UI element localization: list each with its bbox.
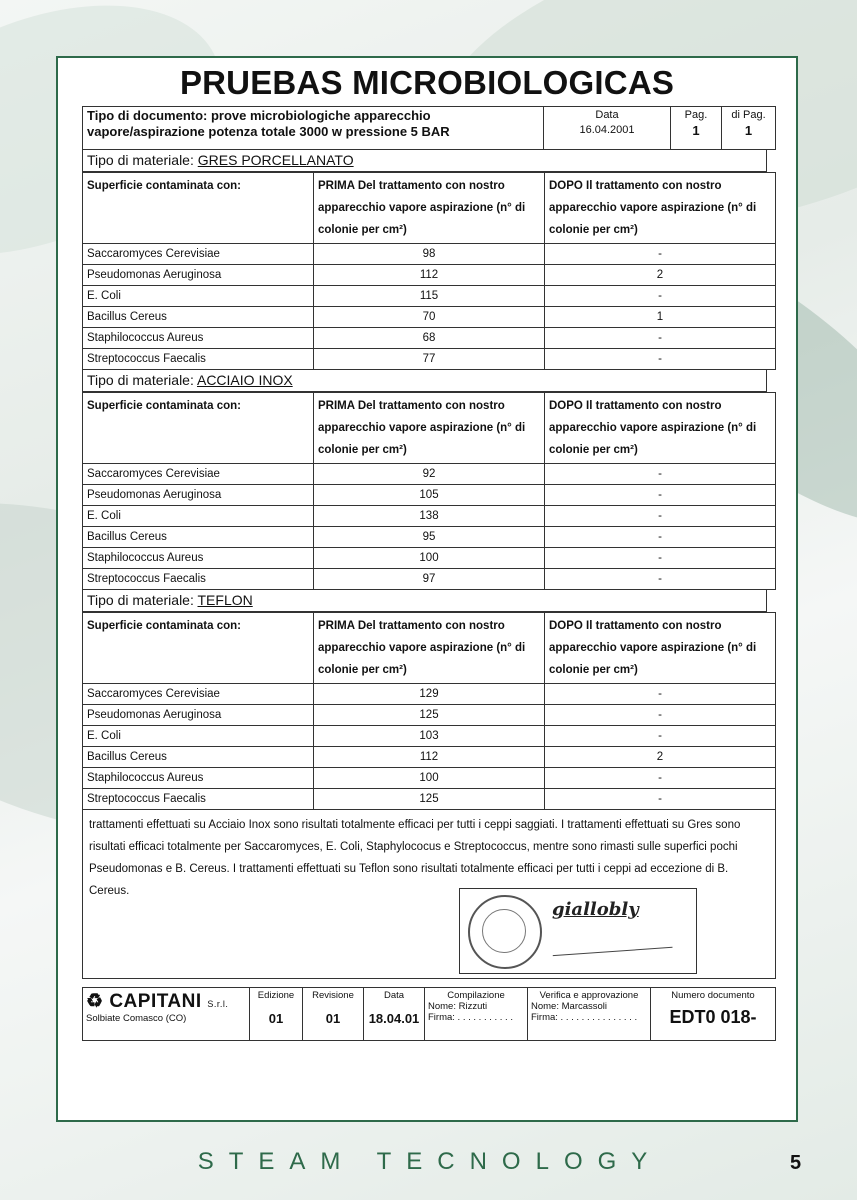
document-frame [56, 56, 798, 1122]
table-row [83, 569, 776, 590]
document-footer [82, 987, 776, 1041]
material-name: TEFLON [197, 592, 253, 608]
count-before-cell: 100 [314, 768, 545, 789]
column-header-surface: Superficie contaminata con: [83, 613, 314, 684]
count-before-cell: 68 [314, 328, 545, 349]
material-type-row [82, 150, 767, 172]
footer-tagline: STEAM TECNOLOGY [197, 1148, 663, 1175]
count-after-cell: - [545, 705, 776, 726]
material-type-row [82, 370, 767, 392]
count-before-cell: 129 [314, 684, 545, 705]
handwritten-signature [551, 929, 672, 956]
count-after-cell: - [545, 244, 776, 265]
count-after-cell: - [545, 485, 776, 506]
report-header [82, 106, 776, 150]
table-row [83, 286, 776, 307]
organism-cell: Pseudomonas Aeruginosa [83, 485, 314, 506]
organism-cell: Saccaromyces Cerevisiae [83, 684, 314, 705]
organism-cell: Staphilococcus Aureus [83, 548, 314, 569]
approval-sign: Firma: . . . . . . . . . . . . . . . [531, 1012, 638, 1023]
column-header-before: PRIMA Del trattamento con nostro apparecchio vapore aspirazione (n° di colonie per cm²) [314, 613, 545, 684]
document-type-value: prove microbiologiche apparecchio vapore/aspirazione potenza totale 3000 w pressione 5 BAR [87, 108, 450, 139]
organism-cell: Pseudomonas Aeruginosa [83, 265, 314, 286]
organism-cell: Bacillus Cereus [83, 307, 314, 328]
count-after-cell: - [545, 789, 776, 810]
revision-label: Revisione [312, 990, 354, 1001]
column-header-after: DOPO Il trattamento con nostro apparecchio vapore aspirazione (n° di colonie per cm²) [545, 393, 776, 464]
organism-cell: Pseudomonas Aeruginosa [83, 705, 314, 726]
table-row [83, 789, 776, 810]
compilation-cell [425, 988, 528, 1041]
edition-value: 01 [268, 1011, 284, 1026]
conclusion-box [82, 810, 776, 979]
count-before-cell: 100 [314, 548, 545, 569]
count-before-cell: 70 [314, 307, 545, 328]
results-table [82, 612, 776, 810]
document-type-label: Tipo di documento: [87, 108, 208, 123]
table-row [83, 506, 776, 527]
organism-cell: E. Coli [83, 726, 314, 747]
count-after-cell: - [545, 726, 776, 747]
date-value: 16.04.2001 [579, 124, 635, 136]
count-after-cell: - [545, 684, 776, 705]
count-before-cell: 92 [314, 464, 545, 485]
company-suffix: S.r.l. [207, 999, 229, 1009]
count-before-cell: 77 [314, 349, 545, 370]
of-page-cell [722, 107, 776, 150]
page-title: PRUEBAS MICROBIOLOGICAS [179, 64, 675, 101]
compilation-label: Compilazione [447, 990, 505, 1001]
column-header-before: PRIMA Del trattamento con nostro apparecchio vapore aspirazione (n° di colonie per cm²) [314, 393, 545, 464]
count-after-cell: 2 [545, 747, 776, 768]
material-sections [82, 150, 776, 810]
approval-label: Verifica e approvazione [539, 990, 639, 1001]
table-row [83, 768, 776, 789]
table-row [83, 527, 776, 548]
approval-stamp [459, 888, 697, 974]
compilation-name: Nome: Rizzuti [428, 1001, 488, 1012]
signature-brand: giallobly [552, 899, 639, 920]
of-page-label: di Pag. [731, 109, 766, 121]
count-before-cell: 97 [314, 569, 545, 590]
approval-name: Nome: Marcassoli [531, 1001, 608, 1012]
table-row [83, 548, 776, 569]
organism-cell: Streptococcus Faecalis [83, 349, 314, 370]
material-label: Tipo di materiale: [87, 592, 194, 608]
table-row [83, 684, 776, 705]
organism-cell: Saccaromyces Cerevisiae [83, 244, 314, 265]
count-before-cell: 105 [314, 485, 545, 506]
footer-date-value: 18.04.01 [368, 1011, 420, 1026]
column-header-before: PRIMA Del trattamento con nostro apparecchio vapore aspirazione (n° di colonie per cm²) [314, 173, 545, 244]
organism-cell: Bacillus Cereus [83, 527, 314, 548]
company-mark-icon: ♻ [86, 991, 104, 1012]
results-table [82, 172, 776, 370]
company-location: Solbiate Comasco (CO) [86, 1013, 187, 1024]
column-header-after: DOPO Il trattamento con nostro apparecchio vapore aspirazione (n° di colonie per cm²) [545, 173, 776, 244]
table-row [83, 747, 776, 768]
table-row [83, 726, 776, 747]
material-type-row [82, 590, 767, 612]
test-report [82, 106, 776, 1041]
results-table [82, 392, 776, 590]
footer-date-cell [364, 988, 425, 1041]
table-row [83, 464, 776, 485]
organism-cell: E. Coli [83, 286, 314, 307]
column-header-surface: Superficie contaminata con: [83, 173, 314, 244]
footer-date-label: Data [383, 990, 405, 1001]
count-before-cell: 112 [314, 265, 545, 286]
column-header-surface: Superficie contaminata con: [83, 393, 314, 464]
organism-cell: Staphilococcus Aureus [83, 768, 314, 789]
count-after-cell: - [545, 527, 776, 548]
document-number-value: EDT0 018- [669, 1007, 757, 1027]
count-before-cell: 103 [314, 726, 545, 747]
page-label: Pag. [684, 109, 708, 121]
count-before-cell: 138 [314, 506, 545, 527]
document-type-cell [83, 107, 544, 150]
document-number-label: Numero documento [671, 990, 755, 1001]
count-before-cell: 125 [314, 705, 545, 726]
table-row [83, 265, 776, 286]
page-number: 5 [790, 1152, 802, 1174]
organism-cell: Saccaromyces Cerevisiae [83, 464, 314, 485]
table-row [83, 705, 776, 726]
material-name: GRES PORCELLANATO [197, 152, 354, 168]
count-before-cell: 95 [314, 527, 545, 548]
document-number-cell [651, 988, 776, 1041]
count-before-cell: 112 [314, 747, 545, 768]
compilation-sign: Firma: . . . . . . . . . . . [428, 1012, 513, 1023]
page-cell [671, 107, 722, 150]
count-before-cell: 115 [314, 286, 545, 307]
count-after-cell: - [545, 548, 776, 569]
table-row [83, 349, 776, 370]
organism-cell: Streptococcus Faecalis [83, 569, 314, 590]
table-row [83, 485, 776, 506]
organism-cell: Streptococcus Faecalis [83, 789, 314, 810]
revision-cell [303, 988, 364, 1041]
company-logo [86, 990, 246, 1013]
company-cell [83, 988, 250, 1041]
table-row [83, 244, 776, 265]
round-seal-icon [468, 895, 542, 969]
conclusion-text: trattamenti effettuati su Acciaio Inox sono risultati totalmente efficaci per tutti i ceppi saggiati. I trattamenti effettuati su Gres sono risultati efficaci totalmente per Saccaromyces, E. Coli, Staphylococus e Streptococcus, mentre sono rimasti sulle superfici pochi Pseudomonas e B. Cereus. I trattamenti effettuati su Teflon sono risultati totalmente efficaci per tutti i ceppi ad eccezione di B. Cereus. [89, 819, 741, 897]
edition-label: Edizione [257, 990, 295, 1001]
column-header-after: DOPO Il trattamento con nostro apparecchio vapore aspirazione (n° di colonie per cm²) [545, 613, 776, 684]
count-after-cell: - [545, 569, 776, 590]
page-value: 1 [692, 123, 700, 138]
organism-cell: E. Coli [83, 506, 314, 527]
material-name: ACCIAIO INOX [196, 372, 293, 388]
of-page-value: 1 [744, 123, 753, 138]
date-cell [544, 107, 671, 150]
table-row [83, 307, 776, 328]
count-after-cell: - [545, 286, 776, 307]
count-after-cell: 2 [545, 265, 776, 286]
organism-cell: Staphilococcus Aureus [83, 328, 314, 349]
date-label: Data [595, 109, 619, 121]
table-row [83, 328, 776, 349]
approval-cell [528, 988, 651, 1041]
count-after-cell: - [545, 328, 776, 349]
revision-value: 01 [325, 1011, 341, 1026]
edition-cell [250, 988, 303, 1041]
count-after-cell: - [545, 768, 776, 789]
material-label: Tipo di materiale: [87, 372, 194, 388]
count-after-cell: - [545, 506, 776, 527]
count-after-cell: - [545, 349, 776, 370]
count-after-cell: 1 [545, 307, 776, 328]
count-after-cell: - [545, 464, 776, 485]
count-before-cell: 125 [314, 789, 545, 810]
organism-cell: Bacillus Cereus [83, 747, 314, 768]
material-label: Tipo di materiale: [87, 152, 194, 168]
company-name: CAPITANI [109, 991, 202, 1012]
count-before-cell: 98 [314, 244, 545, 265]
